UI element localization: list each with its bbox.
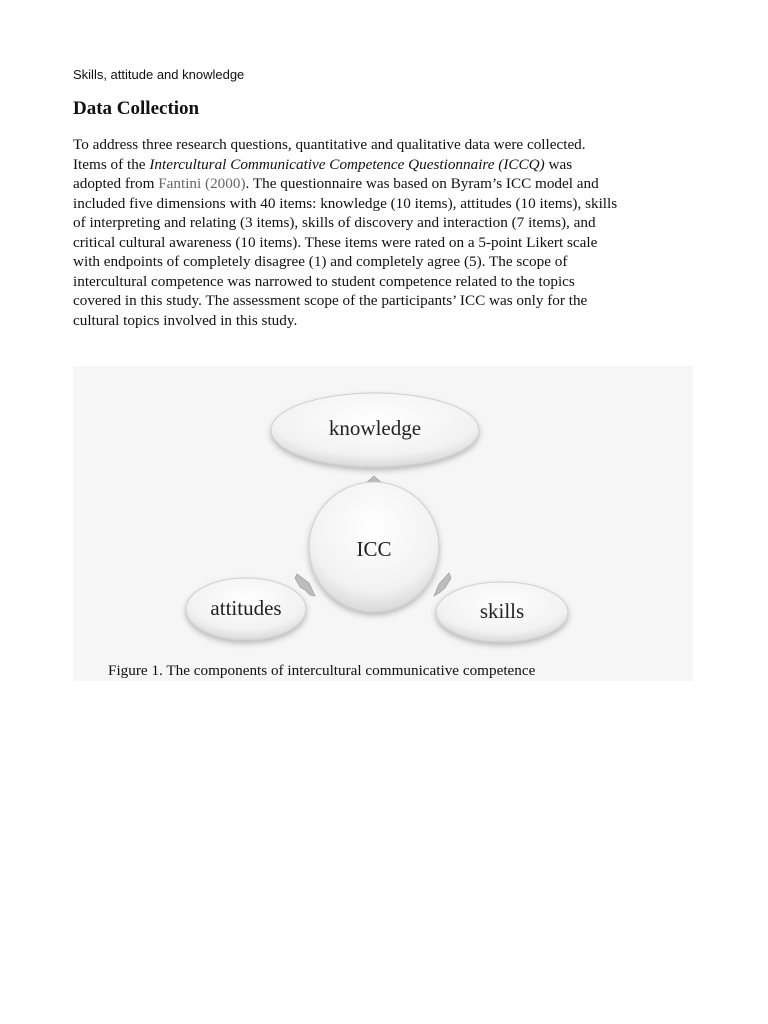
arrow-icc-to-attitudes [295,574,315,596]
paragraph-line: To address three research questions, quantitative and qualitative data were collected. [73,136,586,153]
questionnaire-title: Intercultural Communicative Competence Questionnaire (ICCQ) [149,155,545,173]
icc-diagram [73,366,693,681]
skills-label: skills [479,599,525,623]
data-collection-paragraph [73,135,713,330]
paragraph-line: critical cultural awareness (10 items). These items were rated on a 5-point Likert scale [73,233,598,251]
icc-label: ICC [356,537,392,561]
paragraph-line: included five dimensions with 40 items: knowledge (10 items), attitudes (10 items), skills [73,194,618,212]
paragraph-line: intercultural competence was narrowed to student competence related to the topics [73,272,575,290]
attitudes-label: attitudes [210,596,282,620]
icc-components-figure [73,366,693,681]
paragraph-line: Items of the Intercultural Communicative Competence Questionnaire (ICCQ) was [73,155,573,173]
paragraph-line: of interpreting and relating (3 items), skills of discovery and interaction (7 items), and [73,214,596,231]
paragraph-line: adopted from Fantini (2000). The questionnaire was based on Byram’s ICC model and [73,175,599,192]
knowledge-node [271,393,479,467]
paragraph-line: covered in this study. The assessment scope of the participants’ ICC was only for the [73,292,588,309]
paragraph-line: cultural topics involved in this study. [73,311,298,329]
page-header: Skills, attitude and knowledge [73,67,245,82]
skills-node [436,582,568,642]
citation-link[interactable]: Fantini (2000) [158,175,246,192]
knowledge-label: knowledge [328,416,422,440]
arrow-icc-to-skills [434,573,451,596]
icc-center-node [309,482,439,612]
figure-caption: Figure 1. The components of intercultural communicative competence [108,662,536,679]
paragraph-line: with endpoints of completely disagree (1) and completely agree (5). The scope of [73,253,568,270]
attitudes-node [186,578,306,640]
section-heading: Data Collection [73,98,200,119]
